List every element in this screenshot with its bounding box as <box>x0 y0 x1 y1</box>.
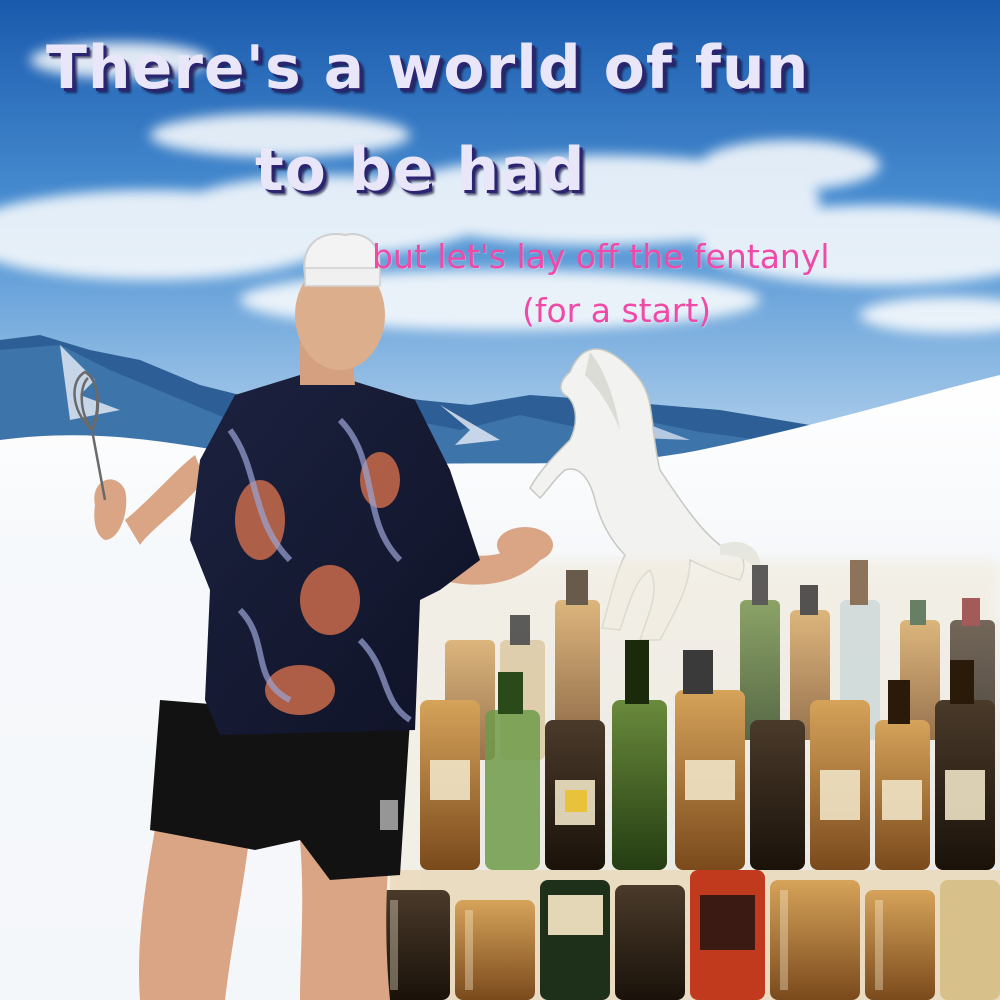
caption-line-2: (for a start) <box>522 291 712 330</box>
liquor-bottle-wall <box>380 560 1000 1000</box>
caption-line-1: but let's lay off the fentanyl <box>372 237 830 276</box>
headline-line-2: to be had <box>255 135 586 205</box>
headline-line-1: There's a world of fun <box>46 33 810 103</box>
